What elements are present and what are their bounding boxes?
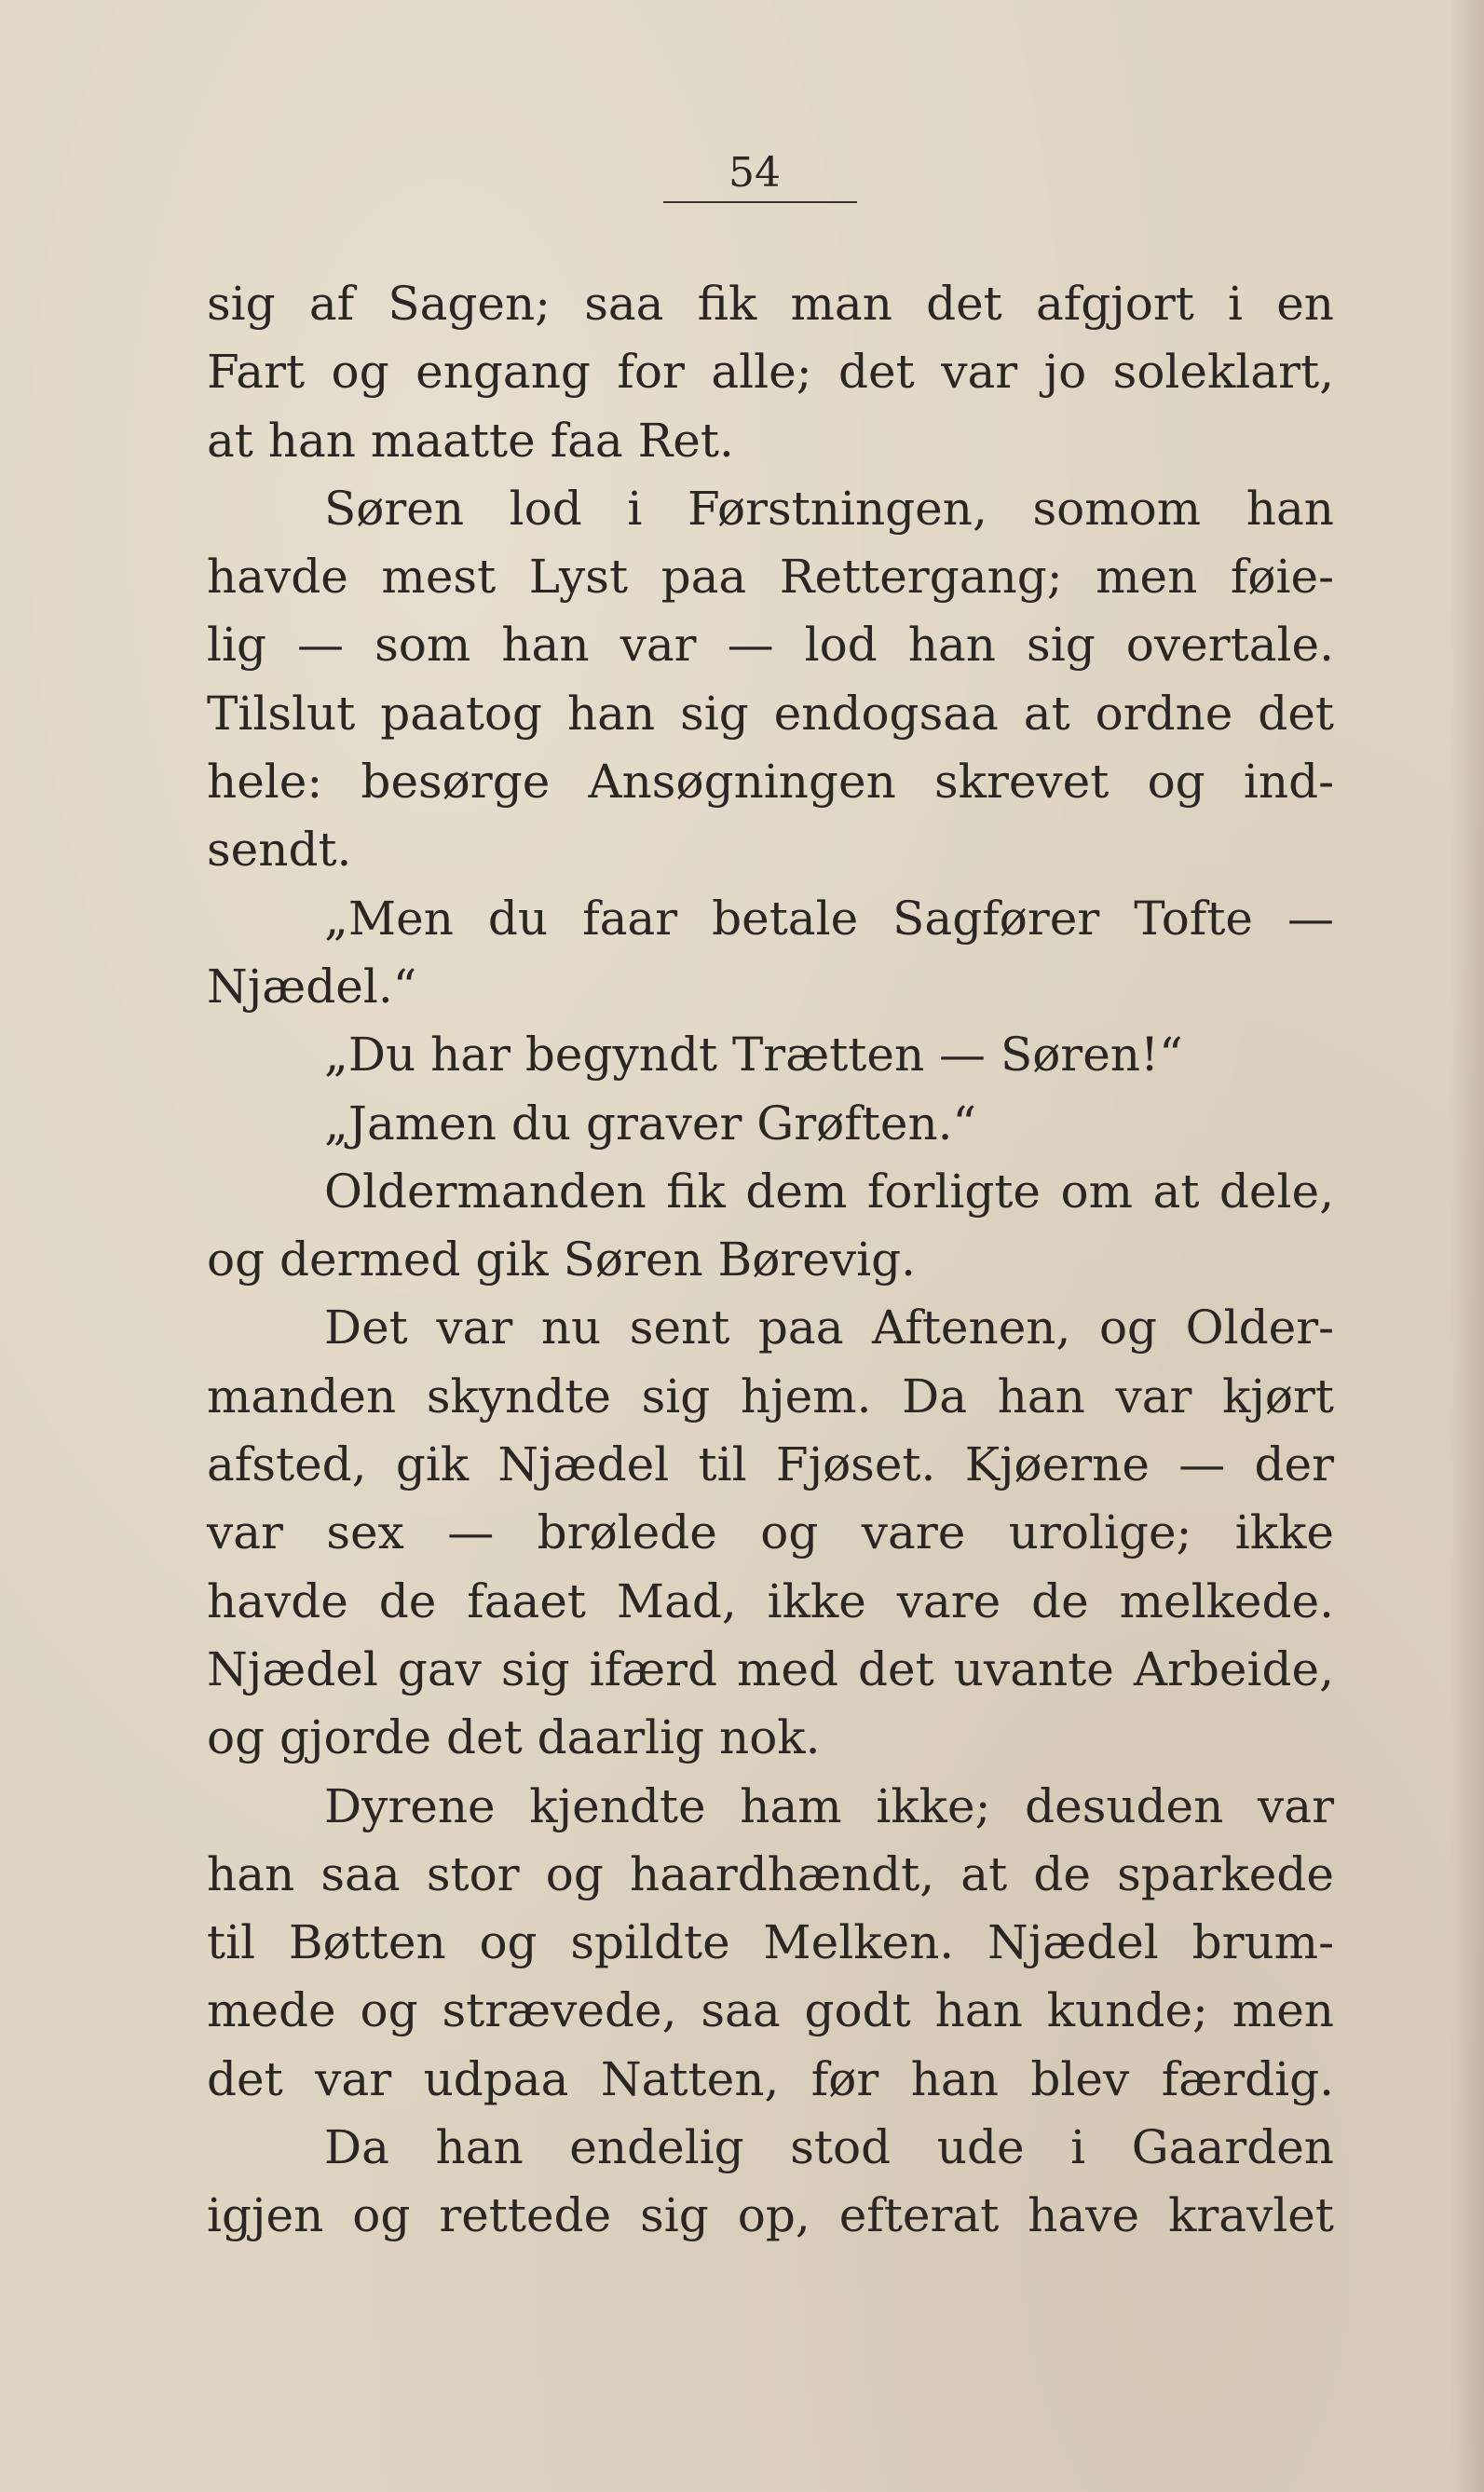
- text-line: Det var nu sent paa Aftenen, og Older-: [324, 1300, 1334, 1355]
- text-line: Tilslut paatog han sig endogsaa at ordne det: [207, 686, 1334, 741]
- text-line: „Jamen du graver Grøften.“: [324, 1096, 977, 1151]
- text-line: og dermed gik Søren Børevig.: [207, 1232, 917, 1287]
- text-line: at han maatte faa Ret.: [207, 413, 734, 468]
- text-line: til Bøtten og spildte Melken. Njædel brum-: [207, 1915, 1334, 1970]
- text-line: afsted, gik Njædel til Fjøset. Kjøerne — der: [207, 1437, 1334, 1492]
- text-line: igjen og rettede sig op, efterat have kravlet: [207, 2188, 1334, 2243]
- text-line: Søren lod i Førstningen, somom han: [324, 481, 1334, 536]
- text-line: det var udpaa Natten, før han blev færdig.: [207, 2051, 1334, 2106]
- text-line: og gjorde det daarlig nok.: [207, 1710, 821, 1765]
- text-line: sig af Sagen; saa fik man det afgjort i en: [207, 277, 1334, 331]
- text-line: Dyrene kjendte ham ikke; desuden var: [324, 1778, 1334, 1833]
- text-line: mede og strævede, saa godt han kunde; men: [207, 1983, 1334, 2038]
- text-line: var sex — brølede og vare urolige; ikke: [207, 1505, 1334, 1560]
- text-line: Oldermanden fik dem forligte om at dele,: [324, 1164, 1334, 1219]
- text-line: lig — som han var — lod han sig overtale.: [207, 618, 1334, 673]
- page-number: 54: [728, 149, 781, 197]
- text-line: „Du har begyndt Trætten — Søren!“: [324, 1028, 1183, 1083]
- text-line: „Men du faar betale Sagfører Tofte —: [324, 891, 1334, 946]
- text-line: havde mest Lyst paa Rettergang; men føie-: [207, 550, 1334, 605]
- text-line: sendt.: [207, 823, 352, 878]
- text-line: manden skyndte sig hjem. Da han var kjørt: [207, 1369, 1334, 1423]
- body-text: [207, 270, 1334, 2251]
- text-line: havde de faaet Mad, ikke vare de melkede.: [207, 1573, 1334, 1628]
- text-line: Njædel.“: [207, 959, 417, 1014]
- header-rule: [663, 201, 857, 203]
- text-line: hele: besørge Ansøgningen skrevet og ind-: [207, 755, 1334, 810]
- text-line: Njædel gav sig ifærd med det uvante Arbeide,: [207, 1641, 1334, 1696]
- text-line: Fart og engang for alle; det var jo soleklart,: [207, 345, 1334, 400]
- text-line: han saa stor og haardhændt, at de sparkede: [207, 1846, 1334, 1901]
- text-line: Da han endelig stod ude i Gaarden: [324, 2120, 1334, 2175]
